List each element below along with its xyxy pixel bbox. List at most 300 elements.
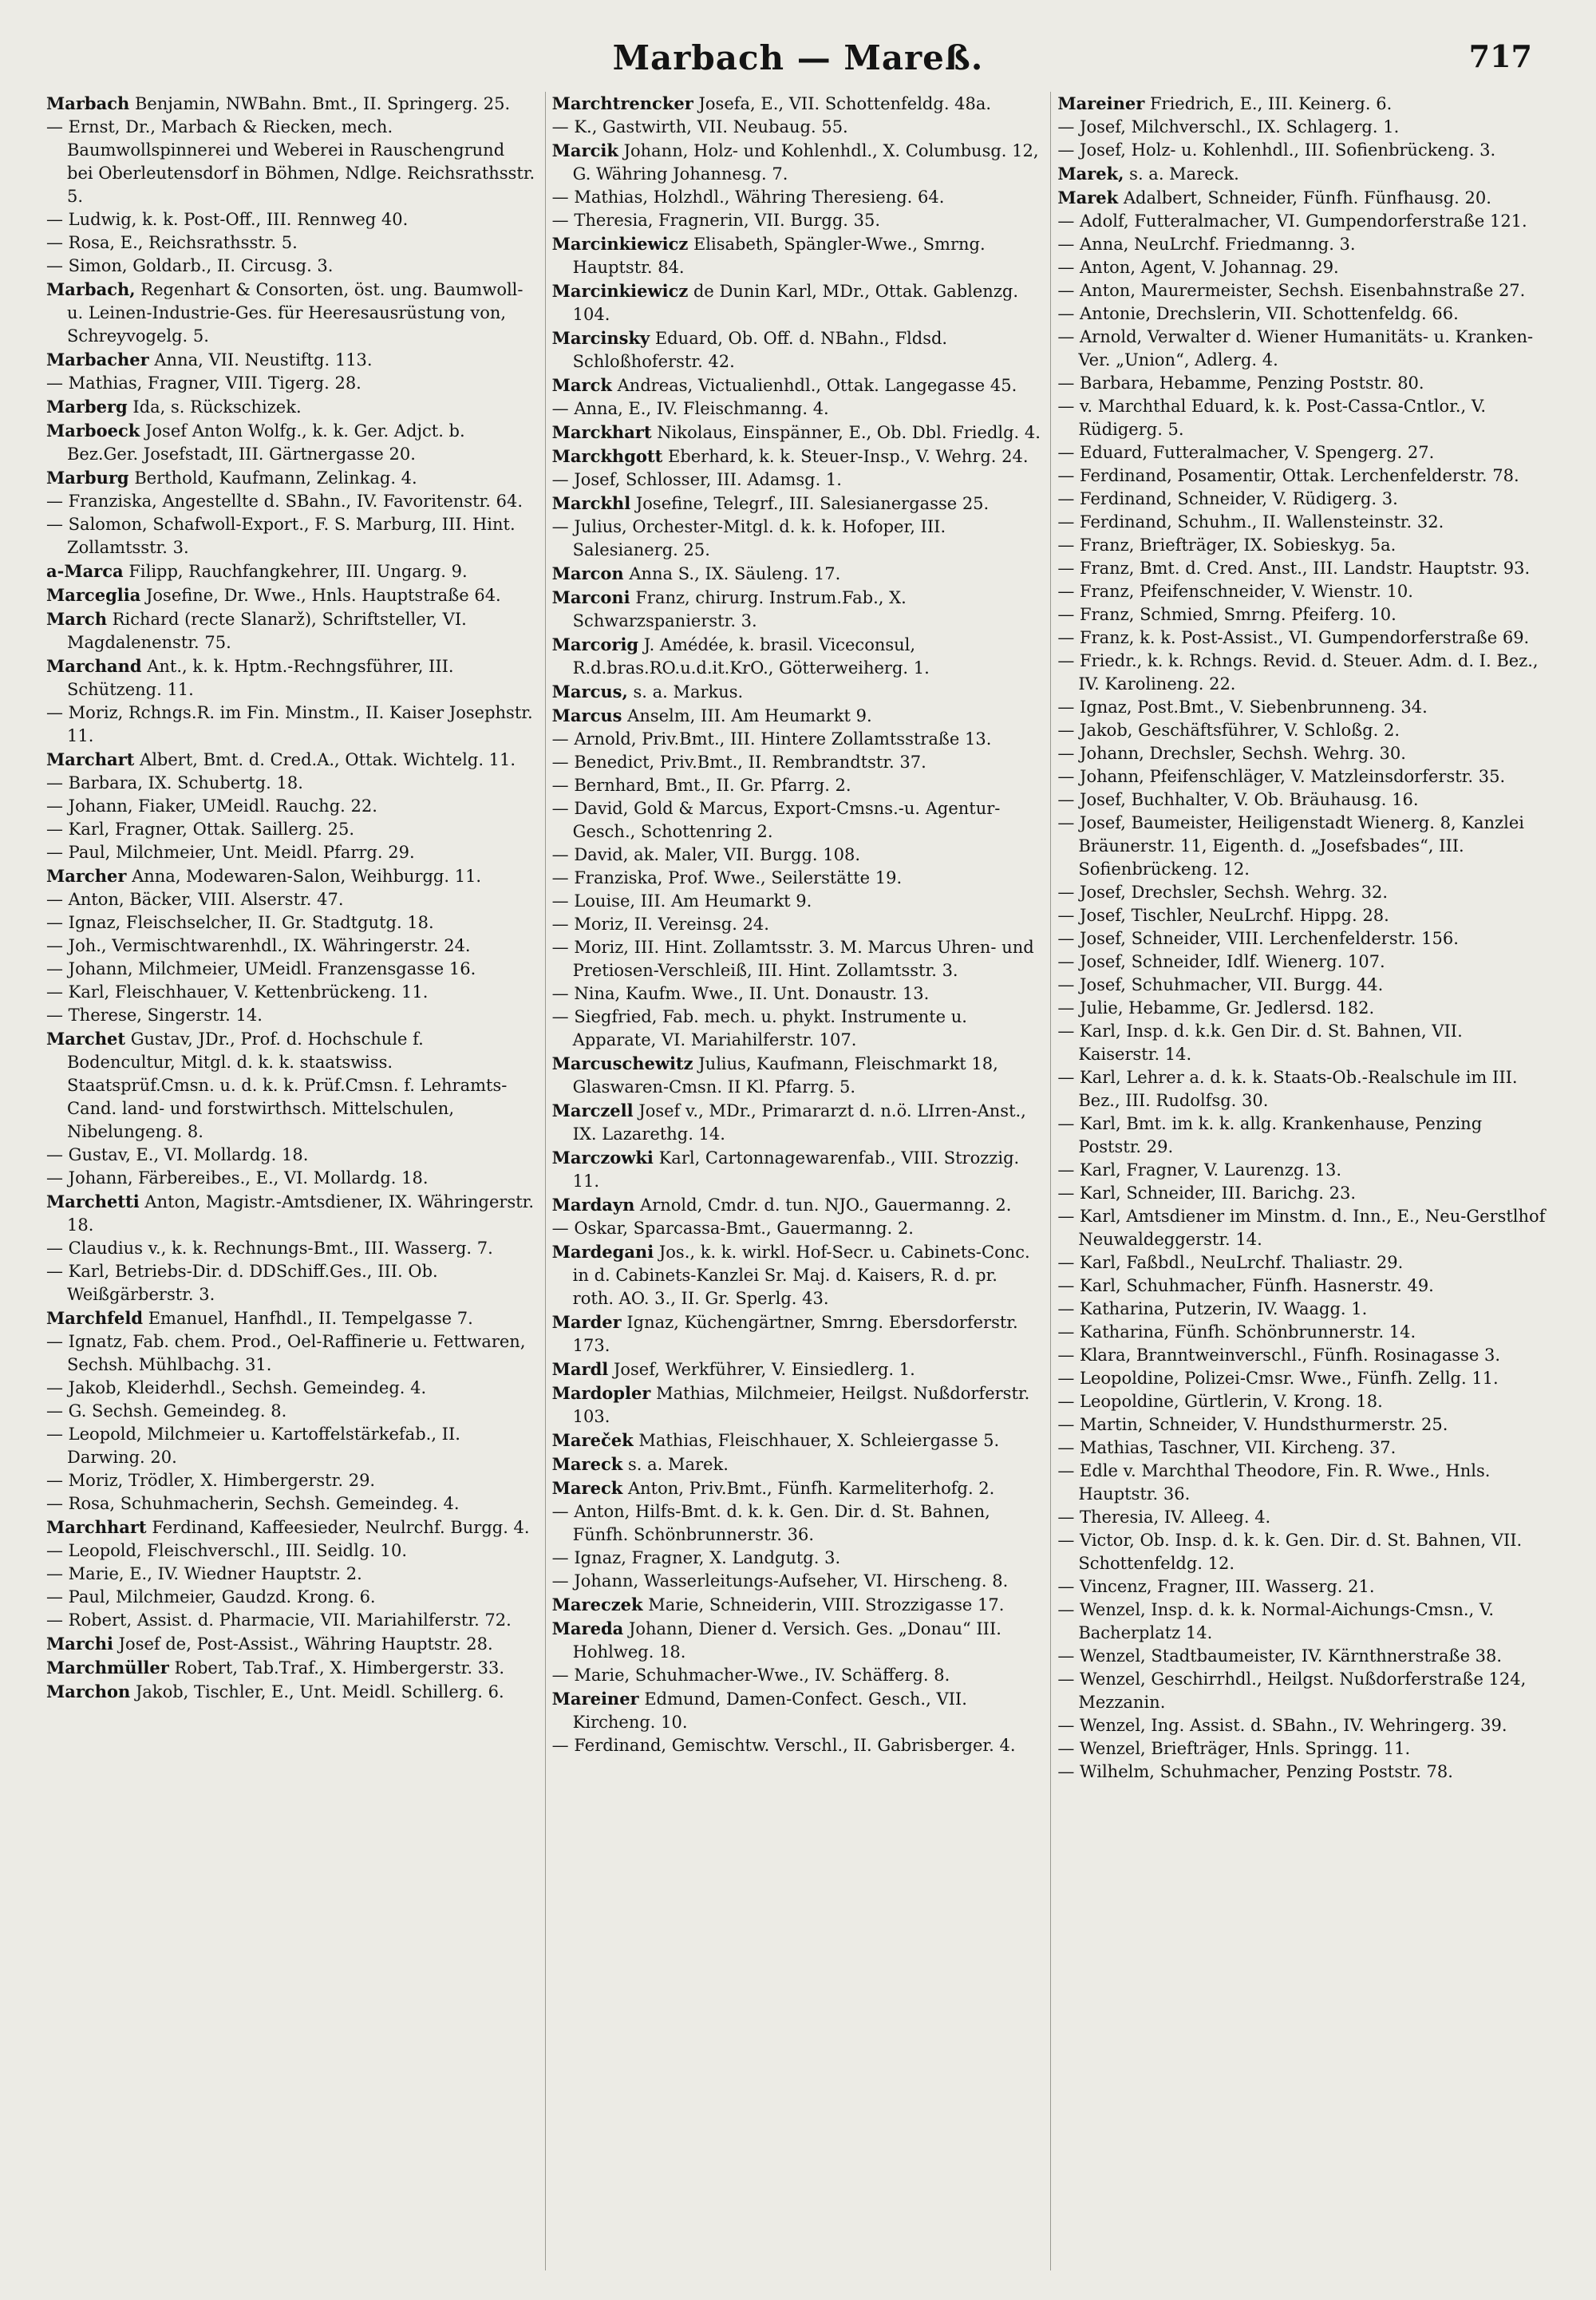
entry-details: — Eduard, Futteralmacher, V. Spengerg. 27. (1057, 443, 1435, 462)
entry-surname: Marcinkiewicz (551, 281, 689, 301)
entry-surname: Mareczek (551, 1595, 643, 1614)
directory-entry (1057, 1575, 1547, 1599)
entry-details: — Franz, Schmied, Smrng. Pfeiferg. 10. (1057, 605, 1396, 624)
entry-surname: Marck (551, 375, 612, 395)
directory-entry (1057, 950, 1547, 974)
entry-surname: Mareiner (1057, 93, 1145, 113)
directory-entry (1057, 626, 1547, 650)
directory-entry (46, 1586, 535, 1609)
entry-surname: Mardopler (551, 1383, 651, 1403)
directory-entry (1057, 788, 1547, 812)
entry-surname: Mareiner (551, 1689, 639, 1709)
directory-entry (552, 139, 1041, 186)
entry-surname: Marczell (551, 1101, 634, 1120)
entry-details: Ignaz, Küchengärtner, Smrng. Ebersdorferstr. 173. (572, 1313, 1018, 1355)
directory-entry (552, 1547, 1041, 1570)
directory-entry (552, 92, 1041, 116)
directory-entry (1057, 1506, 1547, 1529)
entry-details: — Friedr., k. k. Rchngs. Revid. d. Steuer. Adm. d. I. Bez., IV. Karolineng. 22. (1057, 651, 1539, 694)
entry-details: Julius, Kaufmann, Fleischmarkt 18, Glaswaren-Cmsn. II Kl. Pfarrg. 5. (572, 1054, 998, 1097)
entry-details: de Dunin Karl, MDr., Ottak. Gablenzg. 104. (572, 282, 1019, 324)
directory-entry (552, 1476, 1041, 1500)
entry-details: Regenhart & Consorten, öst. ung. Baumwoll- u. Leinen-Industrie-Ges. für Heeresausrüstung von, Schreyvogelg. 5. (67, 280, 523, 346)
running-title: Marbach — Mareß. (612, 38, 984, 77)
directory-entry (1057, 557, 1547, 580)
entry-details: — Arnold, Verwalter d. Wiener Humanitäts- u. Kranken-Ver. „Union“, Adlerg. 4. (1057, 327, 1534, 370)
directory-entry (1057, 1321, 1547, 1344)
entry-surname: Marek (1057, 188, 1119, 207)
entry-surname: Mareck (551, 1478, 623, 1498)
entry-surname: Mareck (551, 1454, 623, 1474)
entry-details: — Marie, Schuhmacher-Wwe., IV. Schäfferg. 8. (551, 1666, 950, 1685)
entry-details: — Antonie, Drechslerin, VII. Schottenfeldg. 66. (1057, 304, 1459, 323)
entry-surname: Marcik (551, 140, 618, 160)
directory-entry (1057, 1599, 1547, 1645)
entry-surname: Marboeck (46, 421, 140, 441)
entry-details: — Barbara, Hebamme, Penzing Poststr. 80. (1057, 373, 1424, 393)
directory-entry (552, 728, 1041, 751)
directory-entry (46, 1260, 535, 1306)
directory-entry (46, 1027, 535, 1144)
directory-entry (1057, 1251, 1547, 1274)
directory-entry (1057, 92, 1547, 116)
entry-details: Johann, Holz- und Kohlenhdl., X. Columbusg. 12, G. Währing Johannesg. 7. (572, 141, 1039, 184)
directory-entry (1057, 1413, 1547, 1437)
directory-entry (46, 231, 535, 255)
directory-entry (552, 1357, 1041, 1381)
directory-entry (1057, 326, 1547, 372)
entry-details: Nikolaus, Einspänner, E., Ob. Dbl. Friedlg. 4. (657, 423, 1041, 442)
directory-entry (1057, 1274, 1547, 1298)
directory-entry (46, 864, 535, 888)
entry-details: — Karl, Amtsdiener im Minstm. d. Inn., E., Neu-Gerstlhof Neuwaldeggerstr. 14. (1057, 1207, 1546, 1249)
directory-entry (46, 748, 535, 772)
entry-details: J. Amédée, k. brasil. Viceconsul, R.d.bras.RO.u.d.it.KrO., Götterweiherg. 1. (572, 635, 930, 678)
directory-entry (1057, 1020, 1547, 1066)
entry-details: — Wenzel, Briefträger, Hnls. Springg. 11. (1057, 1739, 1411, 1758)
entry-surname: Marckhgott (551, 446, 663, 466)
directory-entry (552, 397, 1041, 421)
directory-entry (1057, 765, 1547, 788)
entry-details: Friedrich, E., III. Keinerg. 6. (1149, 94, 1393, 113)
directory-entry (1057, 1714, 1547, 1737)
directory-entry (1057, 395, 1547, 441)
entry-details: Anton, Priv.Bmt., Fünfh. Karmeliterhofg. 2. (627, 1479, 995, 1498)
entry-details: Eduard, Ob. Off. d. NBahn., Fldsd. Schloßhoferstr. 42. (572, 329, 948, 371)
entry-details: — David, Gold & Marcus, Export-Cmsns.-u. Agentur-Gesch., Schottenring 2. (551, 799, 1001, 841)
directory-entry (552, 913, 1041, 936)
directory-entry (46, 419, 535, 466)
directory-entry (1057, 256, 1547, 279)
entry-details: — Claudius v., k. k. Rechnungs-Bmt., III. Wasserg. 7. (46, 1239, 493, 1258)
entry-details: — Karl, Insp. d. k.k. Gen Dir. d. St. Bahnen, VII. Kaiserstr. 14. (1057, 1022, 1463, 1064)
entry-surname: Marchtrencker (551, 93, 693, 113)
entry-details: — Anton, Maurermeister, Sechsh. Eisenbahnstraße 27. (1057, 281, 1526, 300)
entry-details: Berthold, Kaufmann, Zelinkag. 4. (134, 468, 417, 488)
directory-entry (1057, 1460, 1547, 1506)
entry-surname: Marchmüller (46, 1658, 169, 1678)
entry-surname: Marbach (46, 93, 130, 113)
directory-entry (1057, 1645, 1547, 1668)
entry-details: — Mathias, Holzhdl., Währing Theresieng. 64. (551, 188, 945, 207)
entry-details: — Johann, Wasserleitungs-Aufseher, VI. Hirscheng. 8. (551, 1571, 1009, 1591)
entry-surname: Marbacher (46, 350, 149, 370)
entry-details: Edmund, Damen-Confect. Gesch., VII. Kircheng. 10. (572, 1689, 967, 1732)
entry-surname: Marbach, (46, 279, 136, 299)
directory-entry (552, 209, 1041, 232)
entry-details: Anna, VII. Neustiftg. 113. (154, 350, 373, 370)
entry-details: — Julie, Hebamme, Gr. Jedlersd. 182. (1057, 998, 1375, 1018)
directory-entry (552, 982, 1041, 1006)
entry-details: — Josef, Tischler, NeuLrchf. Hippg. 28. (1057, 906, 1389, 925)
directory-entry (46, 490, 535, 513)
entry-details: — Karl, Fleischhauer, V. Kettenbrückeng. 11. (46, 982, 429, 1002)
entry-details: — K., Gastwirth, VII. Neubaug. 55. (551, 117, 848, 136)
entry-surname: Marckhart (551, 422, 652, 442)
directory-entry (1057, 1390, 1547, 1413)
entry-surname: Marchetti (46, 1191, 140, 1211)
directory-entry (1057, 1182, 1547, 1205)
directory-entry (552, 586, 1041, 633)
entry-details: — Moriz, Trödler, X. Himbergerstr. 29. (46, 1471, 376, 1490)
directory-entry (552, 186, 1041, 209)
directory-entry (46, 841, 535, 864)
entry-surname: Mardegani (551, 1242, 654, 1262)
entry-surname: a-Marca (46, 561, 124, 581)
entry-details: — Wilhelm, Schuhmacher, Penzing Poststr. 78. (1057, 1762, 1453, 1781)
directory-entry (46, 795, 535, 818)
entry-details: — Josef, Buchhalter, V. Ob. Bräuhausg. 16. (1057, 790, 1419, 809)
directory-entry (1057, 534, 1547, 557)
directory-entry (1057, 1437, 1547, 1460)
directory-entry (552, 844, 1041, 867)
directory-column-1 (46, 92, 535, 2270)
entry-details: — Leopold, Fleischverschl., III. Seidlg. 10. (46, 1541, 408, 1560)
directory-entry (1057, 812, 1547, 881)
directory-entry (552, 1500, 1041, 1547)
entry-details: Arnold, Cmdr. d. tun. NJO., Gauermanng. 2. (640, 1195, 1012, 1215)
entry-details: — Paul, Milchmeier, Gaudzd. Krong. 6. (46, 1587, 376, 1606)
directory-entry (552, 1429, 1041, 1452)
entry-details: Anna, Modewaren-Salon, Weihburgg. 11. (132, 867, 482, 886)
entry-details: — Karl, Bmt. im k. k. allg. Krankenhause, Penzing Poststr. 29. (1057, 1114, 1483, 1156)
directory-entry (1057, 1066, 1547, 1112)
directory-entry (1057, 927, 1547, 950)
directory-entry (1057, 742, 1547, 765)
entry-details: Ida, s. Rückschizek. (132, 397, 302, 417)
directory-entry (552, 421, 1041, 445)
page-number: 717 (1468, 38, 1532, 74)
entry-details: — Leopoldine, Polizei-Cmsr. Wwe., Fünfh. Zellg. 11. (1057, 1369, 1499, 1388)
directory-entry (46, 255, 535, 278)
entry-details: — Franziska, Angestellte d. SBahn., IV. Favoritenstr. 64. (46, 492, 523, 511)
entry-details: — Theresia, IV. Alleeg. 4. (1057, 1508, 1271, 1527)
directory-entry (1057, 186, 1547, 210)
directory-entry (46, 1400, 535, 1423)
directory-entry (46, 208, 535, 231)
entry-details: — Ignaz, Fragner, X. Landgutg. 3. (551, 1548, 841, 1567)
entry-details: Johann, Diener d. Versich. Ges. „Donau“ III. Hohlweg. 18. (572, 1619, 1001, 1662)
entry-details: — Wenzel, Geschirrhdl., Heilgst. Nußdorferstraße 124, Mezzanin. (1057, 1670, 1527, 1712)
entry-details: — Ferdinand, Gemischtw. Verschl., II. Gabrisberger. 4. (551, 1736, 1016, 1755)
directory-entry (46, 701, 535, 748)
entry-details: — Josef, Schlosser, III. Adamsg. 1. (551, 470, 842, 489)
entry-details: — Martin, Schneider, V. Hundsthurmerstr. 25. (1057, 1415, 1448, 1434)
entry-details: — v. Marchthal Eduard, k. k. Post-Cassa-Cntlor., V. Rüdigerg. 5. (1057, 397, 1487, 439)
entry-surname: Marek, (1057, 164, 1124, 184)
directory-entry (552, 1310, 1041, 1357)
directory-entry (1057, 139, 1547, 162)
directory-entry (1057, 1529, 1547, 1575)
directory-entry (552, 1052, 1041, 1099)
entry-surname: Mareda (551, 1618, 624, 1638)
entry-details: — Karl, Fragner, V. Laurenzg. 13. (1057, 1160, 1342, 1180)
directory-entry (552, 797, 1041, 844)
entry-details: — Edle v. Marchthal Theodore, Fin. R. Wwe., Hnls. Hauptstr. 36. (1057, 1461, 1491, 1504)
entry-details: — Johann, Färbereibes., E., VI. Mollardg. 18. (46, 1168, 429, 1188)
directory-entry (1057, 162, 1547, 186)
directory-entry (46, 1609, 535, 1632)
directory-entry (46, 654, 535, 701)
entry-details: — Louise, III. Am Heumarkt 9. (551, 891, 812, 911)
entry-details: Eberhard, k. k. Steuer-Insp., V. Wehrg. 24. (667, 447, 1029, 466)
entry-details: — Anna, NeuLrchf. Friedmanng. 3. (1057, 235, 1356, 254)
directory-entry (1057, 1159, 1547, 1182)
entry-details: — Gustav, E., VI. Mollardg. 18. (46, 1145, 309, 1164)
entry-details: — Simon, Goldarb., II. Circusg. 3. (46, 256, 334, 275)
entry-details: — Ferdinand, Schneider, V. Rüdigerg. 3. (1057, 489, 1398, 508)
entry-details: — Josef, Milchverschl., IX. Schlagerg. 1. (1057, 117, 1400, 136)
entry-details: — Johann, Drechsler, Sechsh. Wehrg. 30. (1057, 744, 1406, 763)
entry-surname: Marconi (551, 587, 630, 607)
entry-details: — Marie, E., IV. Wiedner Hauptstr. 2. (46, 1564, 362, 1583)
directory-entry (552, 1099, 1041, 1146)
entry-details: — Johann, Milchmeier, UMeidl. Franzensgasse 16. (46, 959, 476, 978)
entry-details: — Ignaz, Post.Bmt., V. Siebenbrunneng. 34. (1057, 698, 1428, 717)
directory-entry (552, 1664, 1041, 1687)
entry-details: — Franz, Pfeifenschneider, V. Wienstr. 10. (1057, 582, 1413, 601)
directory-entry (552, 680, 1041, 704)
entry-details: Josef Anton Wolfg., k. k. Ger. Adjct. b. Bez.Ger. Josefstadt, III. Gärtnergasse 20. (67, 421, 465, 464)
entry-details: — Franz, Bmt. d. Cred. Anst., III. Landstr. Hauptstr. 93. (1057, 559, 1531, 578)
directory-entry (46, 1377, 535, 1400)
entry-details: — Karl, Schuhmacher, Fünfh. Hasnerstr. 49. (1057, 1276, 1434, 1295)
entry-details: — Rosa, Schuhmacherin, Sechsh. Gemeindeg. 4. (46, 1494, 460, 1513)
directory-entry (1057, 650, 1547, 696)
directory-entry (46, 1539, 535, 1563)
directory-entry (46, 607, 535, 654)
entry-details: Jakob, Tischler, E., Unt. Meidl. Schillerg. 6. (135, 1682, 504, 1701)
directory-entry (1057, 372, 1547, 395)
directory-entry (46, 1306, 535, 1330)
entry-details: — Johann, Fiaker, UMeidl. Rauchg. 22. (46, 796, 377, 816)
entry-details: Ant., k. k. Hptm.-Rechngsführer, III. Schützeng. 11. (67, 657, 454, 699)
entry-details: Marie, Schneiderin, VIII. Strozzigasse 17. (648, 1595, 1005, 1614)
directory-entry (46, 1656, 535, 1680)
directory-entry (552, 1217, 1041, 1240)
entry-surname: Marchand (46, 656, 142, 676)
entry-details: — Arnold, Priv.Bmt., III. Hintere Zollamtsstraße 13. (551, 729, 992, 749)
entry-surname: Mardayn (551, 1195, 635, 1215)
entry-details: — Katharina, Fünfh. Schönbrunnerstr. 14. (1057, 1322, 1416, 1342)
directory-entry (552, 1146, 1041, 1193)
directory-entry (46, 981, 535, 1004)
directory-entry (46, 395, 535, 419)
directory-entry (46, 92, 535, 116)
directory-entry (552, 751, 1041, 774)
entry-details: — Josef, Baumeister, Heiligenstadt Wienerg. 8, Kanzlei Bräunerstr. 11, Eigenth. d. „Josefsbades“, III. Sofienbrückeng. 12. (1057, 813, 1525, 879)
directory-entry (1057, 1205, 1547, 1251)
directory-entry (552, 1734, 1041, 1757)
entry-details: Filipp, Rauchfangkehrer, III. Ungarg. 9. (128, 562, 468, 581)
directory-entry (552, 326, 1041, 373)
directory-entry (552, 373, 1041, 397)
entry-details: Robert, Tab.Traf., X. Himbergerstr. 33. (174, 1658, 505, 1678)
entry-details: s. a. Marek. (627, 1455, 729, 1474)
directory-entry (1057, 302, 1547, 326)
directory-entry (46, 1516, 535, 1539)
page-header (48, 38, 1548, 88)
entry-details: Josefine, Dr. Wwe., Hnls. Hauptstraße 64. (146, 586, 501, 605)
directory-entry (552, 1687, 1041, 1734)
entry-details: — Josef, Schneider, Idlf. Wienerg. 107. (1057, 952, 1385, 971)
directory-entry (46, 935, 535, 958)
directory-entry (46, 1004, 535, 1027)
entry-details: — Adolf, Futteralmacher, VI. Gumpendorferstraße 121. (1057, 211, 1527, 231)
entry-surname: Marburg (46, 468, 129, 488)
entry-details: — Nina, Kaufm. Wwe., II. Unt. Donaustr. 13. (551, 984, 930, 1003)
directory-entry (1057, 1737, 1547, 1761)
directory-entry (1057, 603, 1547, 626)
entry-details: — Karl, Faßbdl., NeuLrchf. Thaliastr. 29. (1057, 1253, 1404, 1272)
entry-details: — Josef, Schneider, VIII. Lerchenfelderstr. 156. (1057, 929, 1459, 948)
entry-details: — Leopoldine, Gürtlerin, V. Krong. 18. (1057, 1392, 1383, 1411)
directory-entry (46, 1469, 535, 1492)
directory-entry (1057, 1367, 1547, 1390)
directory-entry (552, 1006, 1041, 1052)
entry-details: — Johann, Pfeifenschläger, V. Matzleinsdorferstr. 35. (1057, 767, 1506, 786)
directory-entry (1057, 881, 1547, 904)
entry-surname: Marcon (551, 563, 624, 583)
directory-entry (46, 116, 535, 208)
entry-details: — Moriz, II. Vereinsg. 24. (551, 915, 769, 934)
directory-entry (552, 562, 1041, 586)
directory-entry (552, 516, 1041, 562)
entry-details: — Victor, Ob. Insp. d. k. k. Gen. Dir. d. St. Bahnen, VII. Schottenfeldg. 12. (1057, 1531, 1523, 1573)
directory-entry (46, 772, 535, 795)
entry-surname: Marchet (46, 1029, 126, 1049)
directory-entry (552, 1240, 1041, 1310)
entry-surname: Marchhart (46, 1517, 147, 1537)
directory-entry (46, 1492, 535, 1516)
entry-details: Gustav, JDr., Prof. d. Hochschule f. Bodencultur, Mitgl. d. k. k. staatswiss. Staatsprüf.Cmsn. u. d. k. k. Prüf.Cmsn. f. Lehramts-Cand. land- und forstwirthsch. Mittelschulen, Nibelungeng. 8. (67, 1029, 508, 1141)
entry-details: — Ignatz, Fab. chem. Prod., Oel-Raffinerie u. Fettwaren, Sechsh. Mühlbachg. 31. (46, 1332, 526, 1374)
entry-details: Emanuel, Hanfhdl., II. Tempelgasse 7. (148, 1309, 473, 1328)
directory-entry (1057, 1668, 1547, 1714)
directory-entry (552, 774, 1041, 797)
entry-details: Franz, chirurg. Instrum.Fab., X. Schwarzspanierstr. 3. (572, 588, 907, 630)
directory-entry (1057, 1344, 1547, 1367)
directory-entry (46, 1632, 535, 1656)
entry-surname: March (46, 609, 107, 629)
entry-surname: Marberg (46, 397, 128, 417)
entry-details: — Benedict, Priv.Bmt., II. Rembrandtstr. 37. (551, 753, 926, 772)
entry-details: — Jakob, Kleiderhdl., Sechsh. Gemeindeg. 4. (46, 1378, 427, 1397)
entry-details: — Vincenz, Fragner, III. Wasserg. 21. (1057, 1577, 1375, 1596)
entry-surname: Marchi (46, 1634, 113, 1654)
entry-details: — Ferdinand, Posamentir, Ottak. Lerchenfelderstr. 78. (1057, 466, 1519, 485)
entry-details: s. a. Markus. (633, 682, 744, 701)
entry-details: Albert, Bmt. d. Cred.A., Ottak. Wichtelg. 11. (140, 750, 516, 769)
entry-details: — Josef, Drechsler, Sechsh. Wehrg. 32. (1057, 883, 1389, 902)
entry-details: Anton, Magistr.-Amtsdiener, IX. Währingerstr. 18. (67, 1192, 535, 1235)
entry-details: — Anton, Agent, V. Johannag. 29. (1057, 258, 1339, 277)
directory-entry (1057, 488, 1547, 511)
directory-entry (552, 232, 1041, 279)
directory-entry (46, 1167, 535, 1190)
directory-entry (1057, 441, 1547, 464)
directory-entry (46, 1423, 535, 1469)
directory-entry (46, 818, 535, 841)
directory-entry (552, 1452, 1041, 1476)
entry-details: — Karl, Lehrer a. d. k. k. Staats-Ob.-Realschule im III. Bez., III. Rudolfsg. 30. (1057, 1068, 1518, 1110)
entry-details: Adalbert, Schneider, Fünfh. Fünfhausg. 20. (1123, 188, 1491, 207)
entry-details: — Anna, E., IV. Fleischmanng. 4. (551, 399, 829, 418)
entry-details: — Barbara, IX. Schubertg. 18. (46, 773, 303, 792)
entry-details: — Josef, Holz- u. Kohlenhdl., III. Sofienbrückeng. 3. (1057, 140, 1496, 160)
directory-entry (46, 1237, 535, 1260)
entry-details: — Franz, k. k. Post-Assist., VI. Gumpendorferstraße 69. (1057, 628, 1530, 647)
entry-details: Karl, Cartonnagewarenfab., VIII. Strozzig. 11. (572, 1148, 1020, 1191)
directory-entry (46, 583, 535, 607)
entry-details: — Moriz, III. Hint. Zollamtsstr. 3. M. Marcus Uhren- und Pretiosen-Verschleiß, III. Hint. Zollamtsstr. 3. (551, 938, 1034, 980)
entry-details: — Salomon, Schafwoll-Export., F. S. Marburg, III. Hint. Zollamtsstr. 3. (46, 515, 516, 557)
entry-details: Benjamin, NWBahn. Bmt., II. Springerg. 25. (134, 94, 511, 113)
entry-details: — Mathias, Fragner, VIII. Tigerg. 28. (46, 373, 361, 393)
entry-details: — Wenzel, Insp. d. k. k. Normal-Aichungs-Cmsn., V. Bacherplatz 14. (1057, 1600, 1495, 1642)
entry-surname: Marcher (46, 866, 127, 886)
entry-details: — Josef, Schuhmacher, VII. Burgg. 44. (1057, 975, 1384, 994)
entry-details: — Rosa, E., Reichsrathsstr. 5. (46, 233, 298, 252)
entry-details: — Moriz, Rchngs.R. im Fin. Minstm., II. Kaiser Josephstr. 11. (46, 703, 533, 745)
entry-details: — Franz, Briefträger, IX. Sobieskyg. 5a. (1057, 535, 1396, 555)
entry-details: — Therese, Singerstr. 14. (46, 1006, 263, 1025)
directory-entry (552, 867, 1041, 890)
entry-details: — Katharina, Putzerin, IV. Waagg. 1. (1057, 1299, 1368, 1318)
directory-entry (46, 513, 535, 559)
entry-details: Josef, Werkführer, V. Einsiedlerg. 1. (613, 1360, 915, 1379)
entry-details: — Klara, Branntweinverschl., Fünfh. Rosinagasse 3. (1057, 1346, 1501, 1365)
directory-entry (552, 279, 1041, 326)
entry-details: Mathias, Fleischhauer, X. Schleiergasse 5. (638, 1431, 1000, 1450)
directory-entry (46, 911, 535, 935)
entry-details: — Bernhard, Bmt., II. Gr. Pfarrg. 2. (551, 776, 851, 795)
directory-entry (1057, 511, 1547, 534)
entry-details: — Robert, Assist. d. Pharmacie, VII. Mariahilferstr. 72. (46, 1610, 512, 1630)
entry-surname: Marder (551, 1312, 622, 1332)
entry-details: — G. Sechsh. Gemeindeg. 8. (46, 1401, 287, 1421)
entry-surname: Marchart (46, 749, 135, 769)
directory-entry (1057, 233, 1547, 256)
entry-details: — Anton, Bäcker, VIII. Alserstr. 47. (46, 890, 344, 909)
directory-columns (46, 92, 1547, 2270)
entry-surname: Marcinsky (551, 328, 650, 348)
entry-details: Elisabeth, Spängler-Wwe., Smrng. Hauptstr. 84. (572, 235, 986, 277)
entry-surname: Marczowki (551, 1148, 654, 1168)
entry-details: — Wenzel, Ing. Assist. d. SBahn., IV. Wehringerg. 39. (1057, 1716, 1507, 1735)
entry-details: Josef de, Post-Assist., Währing Hauptstr. 28. (118, 1634, 493, 1654)
entry-details: — Jakob, Geschäftsführer, V. Schloßg. 2. (1057, 721, 1400, 740)
